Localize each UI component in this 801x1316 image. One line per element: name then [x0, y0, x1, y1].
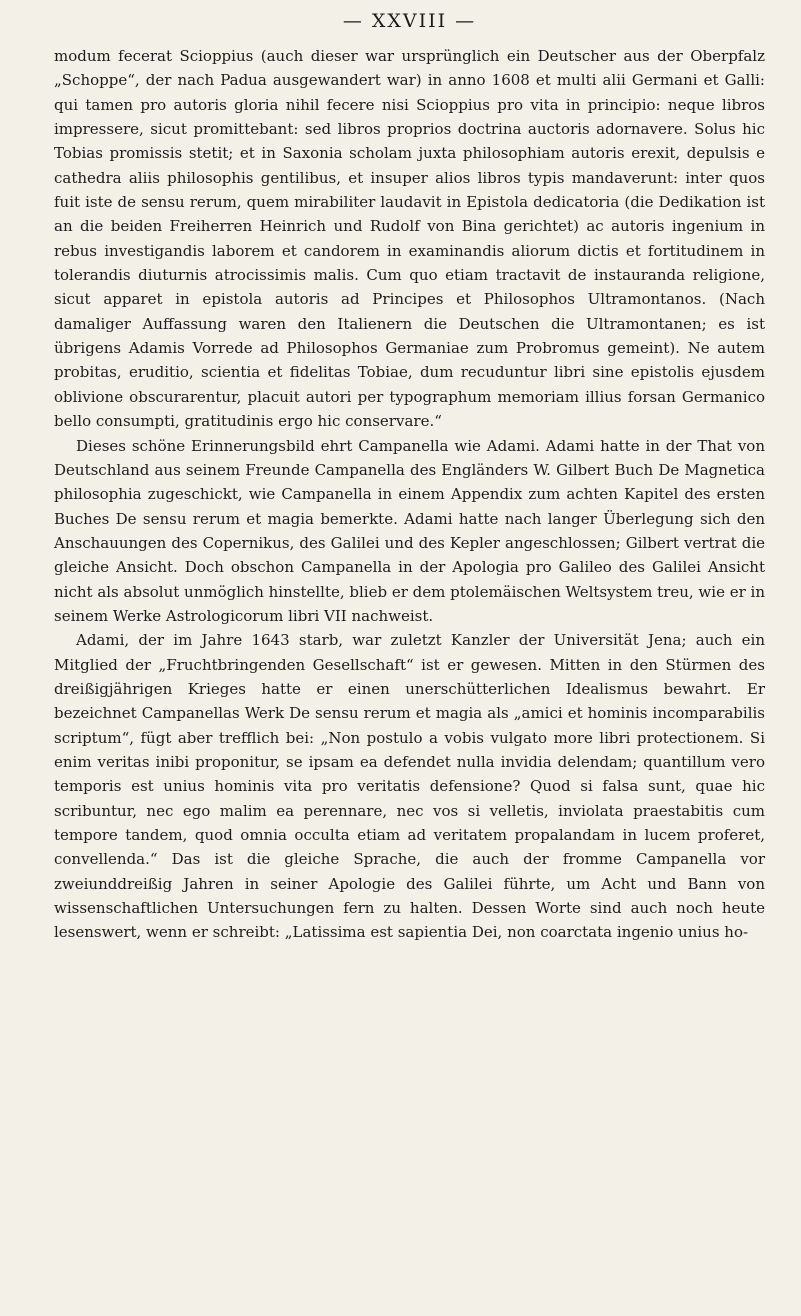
paragraph-1: modum fecerat Scioppius (auch dieser war ursprünglich ein Deutscher aus der Oberpfalz „Schoppe“, der nach Padua ausgewandert war) in anno 1608 et multi alii Germani et Galli: qui tamen pro autoris gloria nihil fecere nisi Scioppius pro vita in principio: neque libros impressere, sicut promittebant: sed libros proprios doctrina auctoris adornavere. Solus hic Tobias promissis stetit; et in Saxonia scholam juxta philosophiam autoris erexit, depulsis e cathedra aliis philosophis gentilibus, et insuper alios libros typis mandaverunt: inter quos fuit iste de sensu rerum, quem mirabiliter laudavit in Epistola dedicatoria (die Dedikation ist an die beiden Freiherren Heinrich und Rudolf von Bina gerichtet) ac autoris ingenium in rebus investigandis laborem et candorem in examinandis aliorum dictis et fortitudinem in tolerandis diuturnis atrocissimis malis. Cum quo etiam tractavit de instauranda religione, sicut apparet in epistola autoris ad Principes et Philosophos Ultramontanos. (Nach damaliger Auffassung waren den Italienern die Deutschen die Ultramontanen; es ist übrigens Adamis Vorrede ad Philosophos Germaniae zum Probromus gemeint). Ne autem probitas, eruditio, scientia et fidelitas Tobiae, dum recuduntur libri sine epistolis ejusdem oblivione obscurarentur, placuit autori per typographum memoriam illius forsan Germanico bello consumpti, gratitudinis ergo hic conservare.“ [54, 47, 765, 431]
paragraph-3: Adami, der im Jahre 1643 starb, war zuletzt Kanzler der Universität Jena; auch ein Mitglied der „Fruchtbringenden Gesellschaft“ ist er gewesen. Mitten in den Stürmen des dreißigjährigen Krieges hatte er einen unerschütterlichen Idealismus bewahrt. Er bezeichnet Campanellas Werk De sensu rerum et magia als „amici et hominis incomparabilis scriptum“, fügt aber trefflich bei: „Non postulo a vobis vulgato more libri protectionem. Si enim veritas inibi proponitur, se ipsam ea defendet nulla invidia delendam; quantillum vero temporis est unius hominis vita pro veritatis defensione? Quod si falsa sunt, quae hic scribuntur, nec ego malim ea perennare, nec vos si velletis, inviolata praestabitis cum tempore tandem, quod omnia occulta etiam ad veritatem propalandam in lucem proferet, convellenda.“ Das ist die gleiche Sprache, die auch der fromme Campanella vor zweiunddreißig Jahren in seiner Apologie des Galilei führte, um Acht und Bann von wissenschaftlichen Untersuchungen fern zu halten. Dessen Worte sind auch noch heute lesenswert, wenn er schreibt: „Latissima est sapientia Dei, non coarctata ingenio unius ho- [54, 631, 765, 942]
paragraph-2: Dieses schöne Erinnerungsbild ehrt Campanella wie Adami. Adami hatte in der That von Deutschland aus seinem Freunde Campanella des Engländers W. Gilbert Buch De Magnetica philosophia zugeschickt, wie Campanella in einem Appendix zum achten Kapitel des ersten Buches De sensu rerum et magia bemerkte. Adami hatte nach langer Überlegung sich den Anschauungen des Copernikus, des Galilei und des Kepler angeschlossen; Gilbert vertrat die gleiche Ansicht. Doch obschon Campanella in der Apologia pro Galileo des Galilei Ansicht nicht als absolut unmöglich hinstellte, blieb er dem ptolemäischen Weltsystem treu, wie er in seinem Werke Astrologicorum libri VII nachweist. [54, 436, 765, 625]
page-number-header: — XXVIII — [342, 10, 477, 32]
